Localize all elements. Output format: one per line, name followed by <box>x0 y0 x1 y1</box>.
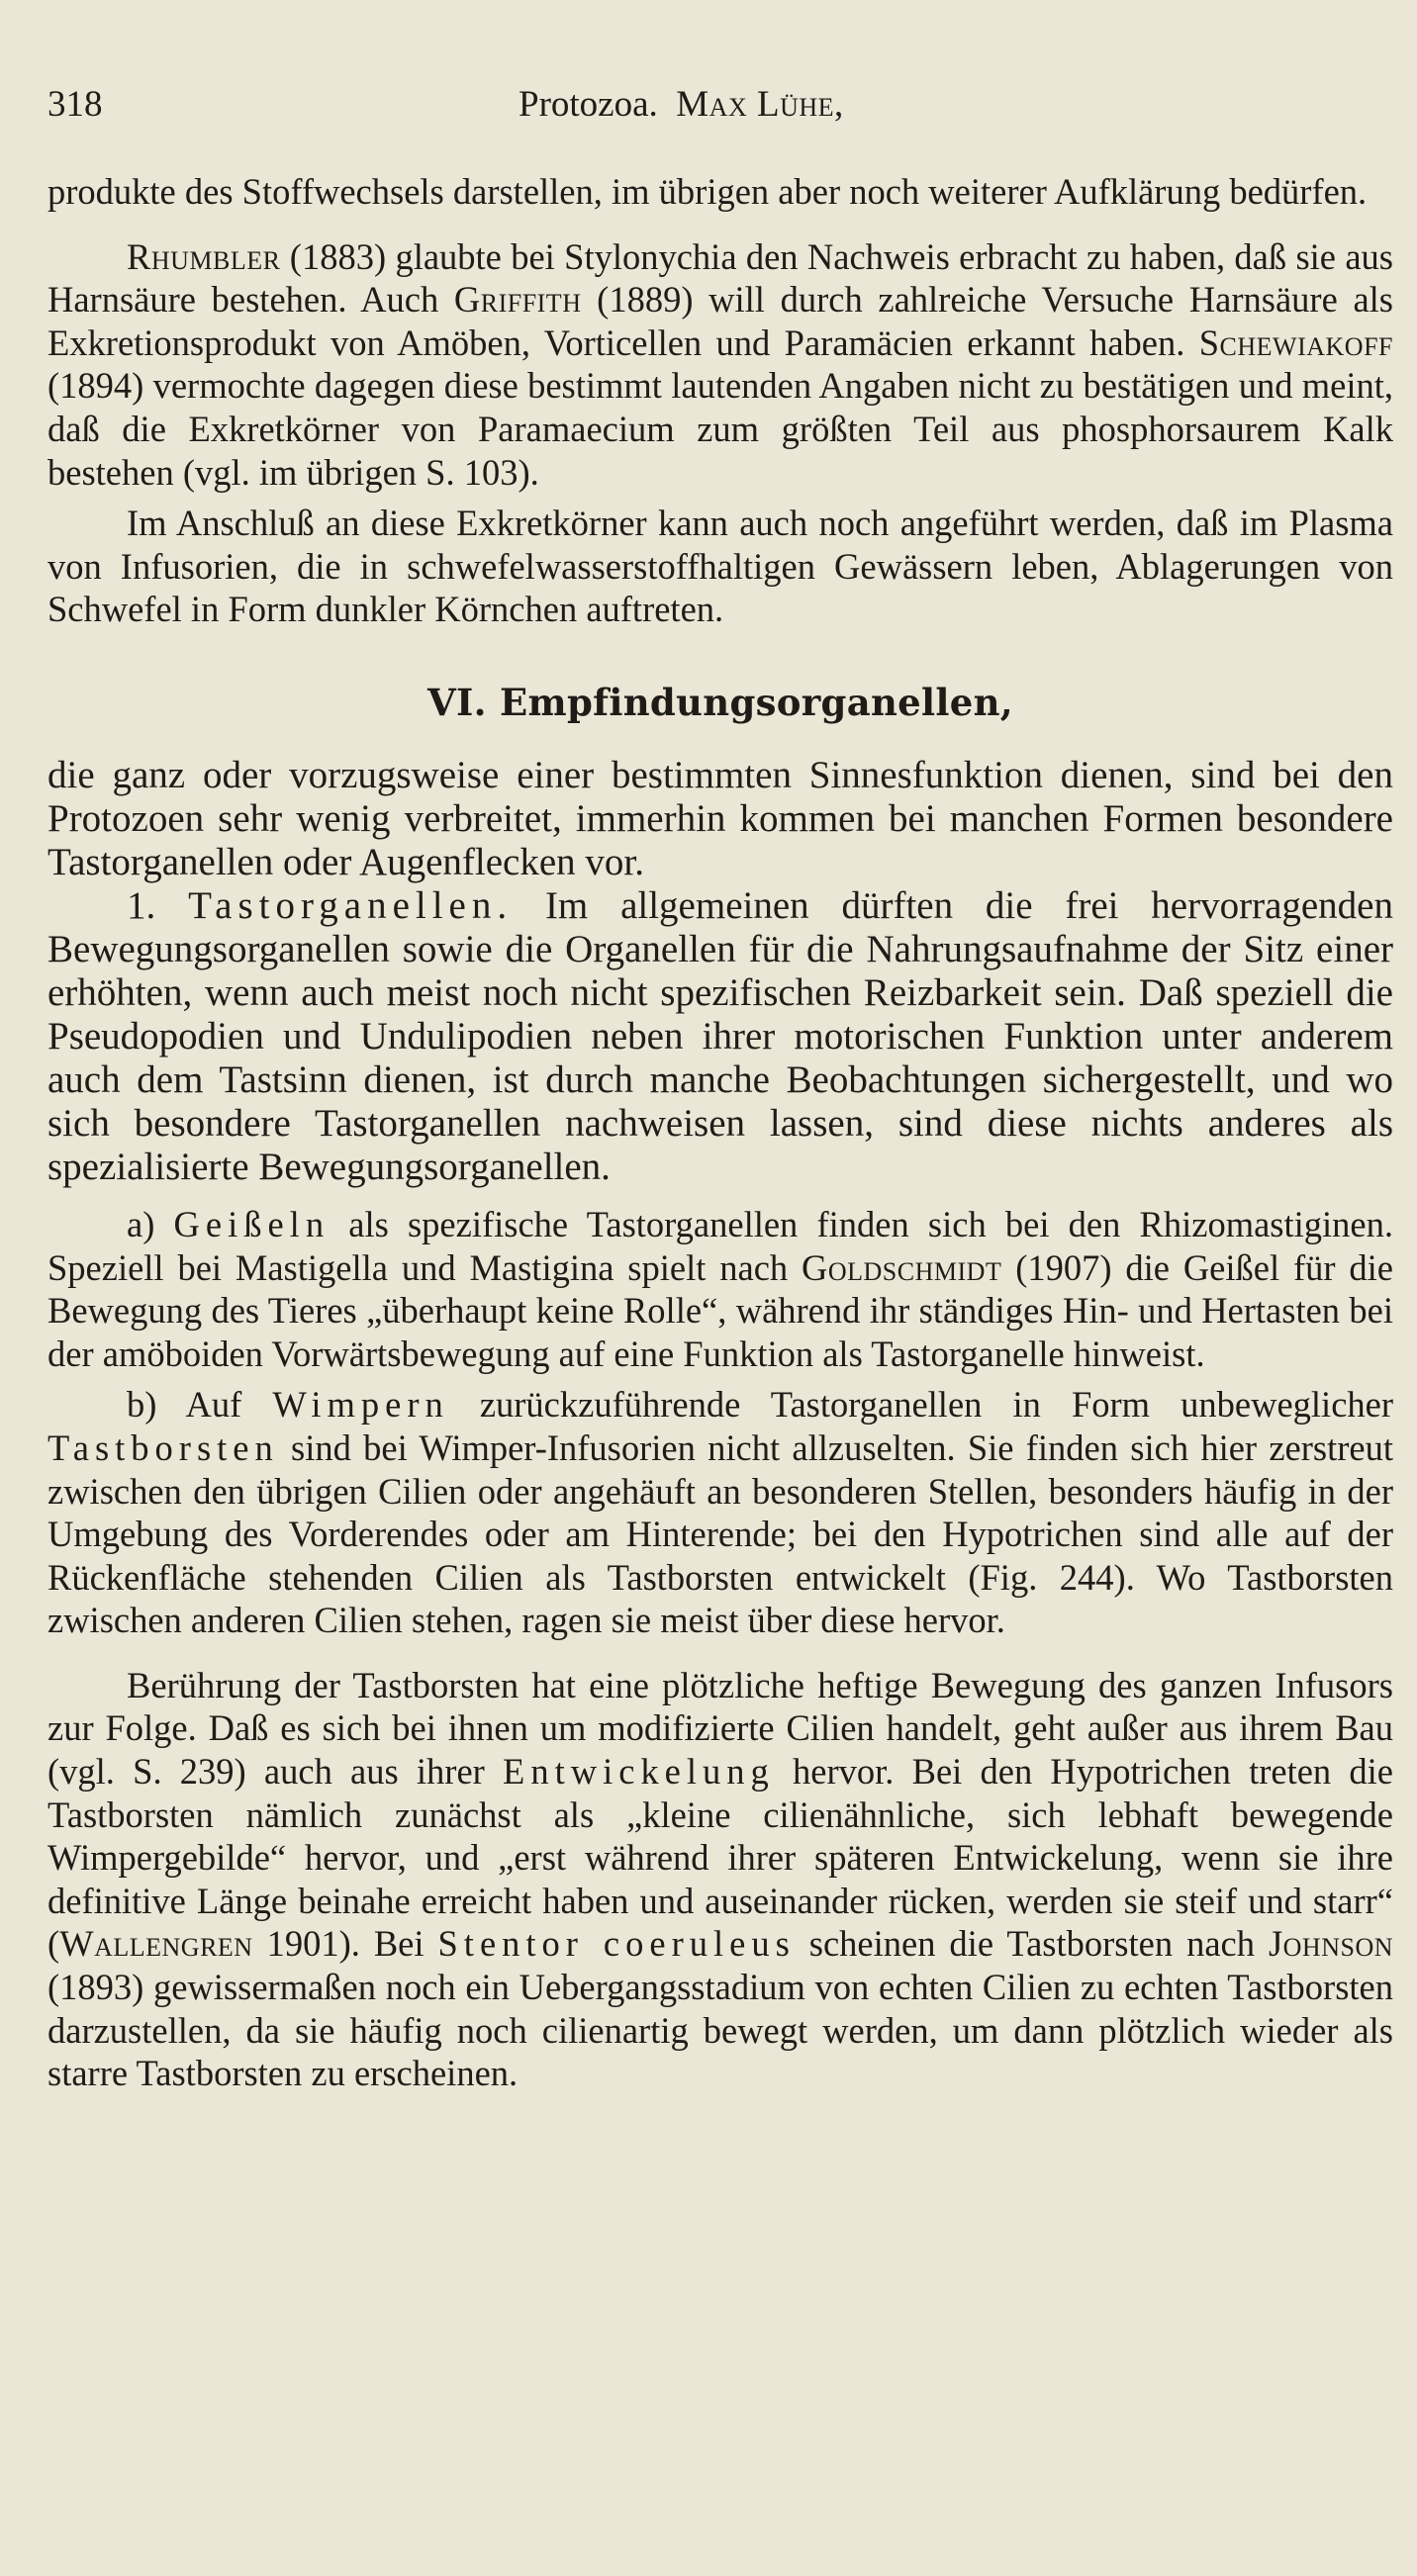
running-header <box>47 83 1370 133</box>
paragraph-6 <box>47 1203 1393 1375</box>
paragraph-8 <box>47 1664 1393 2095</box>
header-author: Max Lühe, <box>676 84 844 125</box>
text-run: (1883) glaubte bei Stylonychia den Nachweis erbracht zu haben, daß sie aus Harnsäure bestehen. Auch <box>47 235 1393 321</box>
author-name: Schewiakoff <box>1198 322 1393 363</box>
author-name: Griffith <box>453 279 582 321</box>
text-run: scheinen die Tastborsten nach <box>795 1923 1269 1965</box>
paragraph-2 <box>47 235 1393 495</box>
header-title-left: Protozoa. <box>519 84 658 125</box>
text-run: Im allgemeinen dürften die frei hervorragenden Bewegungsorganellen sowie die Organellen für die Nahrungsaufnahme der Sitz einer erhöhten, wenn auch meist noch nicht spezifischen Reizbarkeit sein. Daß speziell die Pseudopodien und Undulipodien neben ihrer motorischen Funktion unter anderem auch dem Tastsinn dienen, ist durch manche Beobachtungen sichergestellt, und wo sich besondere Tastorganellen nachweisen lassen, sind diese nichts anderes als spezialisierte Bewegungsorganellen. <box>47 883 1393 1188</box>
text-run: zurückzuführende Tastorganellen in Form unbeweglicher <box>448 1384 1394 1426</box>
text-run: (1894) vermochte dagegen diese bestimmt lautenden Angaben nicht zu bestätigen und meint, daß die Exkretkörner von Paramaecium zum größten Teil aus phosphorsaurem Kalk bestehen (vgl. im übrigen S. 103). <box>47 365 1393 493</box>
paragraph-7 <box>47 1383 1393 1642</box>
section-heading: VI. Empfindungsorganellen, <box>427 680 1013 724</box>
paragraph-4: die ganz oder vorzugsweise einer bestimmten Sinnesfunktion dienen, sind bei den Protozoen sehr wenig verbreitet, immerhin kommen bei manchen Formen besondere Tastorganellen oder Augenflecken vor. <box>47 753 1393 883</box>
author-name: Wallengren <box>59 1923 253 1965</box>
spaced-term: Geißeln <box>173 1203 331 1244</box>
paragraph-5 <box>47 884 1393 1189</box>
paragraph-3: Im Anschluß an diese Exkretkörner kann auch noch angeführt werden, daß im Plasma von Infusorien, die in schwefelwasserstoffhaltigen Gewässern leben, Ablagerungen von Schwefel in Form dunkler Körnchen auftreten. <box>47 503 1393 630</box>
spaced-term: Wimpern <box>272 1384 449 1426</box>
paragraph-1: produkte des Stoffwechsels darstellen, im übrigen aber noch weiterer Aufklärung bedürfen. <box>47 171 1368 212</box>
list-label: b) Auf <box>127 1384 273 1426</box>
page-number: 318 <box>47 84 103 125</box>
text-run: sind bei Wimper-Infusorien nicht allzuselten. Sie finden sich hier zerstreut zwischen den übrigen Cilien oder angehäuft an besonderen Stellen, besonders häufig in der Umgebung des Vorderendes oder am Hinterende; bei den Hypotrichen sind alle auf der Rückenfläche stehenden Cilien als Tastborsten entwickelt (Fig. 244). Wo Tastborsten zwischen anderen Cilien stehen, ragen sie meist über diese hervor. <box>47 1426 1393 1641</box>
author-name: Goldschmidt <box>802 1246 1002 1288</box>
text-run: Berührung der Tastborsten hat eine plötzliche heftige Bewegung des ganzen Infusors zur Folge. Daß es sich bei ihnen um modifizierte Cilien handelt, geht außer aus ihrem Bau (vgl. S. 239) auch aus ihrer <box>47 1664 1393 1793</box>
list-number: 1. <box>127 883 189 927</box>
body-text <box>47 170 1393 2095</box>
text-run: hervor. Bei den Hypotrichen treten die Tastborsten nämlich zunächst als „kleine cilienähnliche, sich lebhaft bewegende Wimpergebilde“ hervor, und „erst während ihrer späteren Entwickelung, wenn sie ihre definitive Länge beinahe erreicht haben und auseinander rücken, werden sie steif und starr“ ( <box>47 1751 1393 1965</box>
list-label: a) <box>127 1203 174 1244</box>
text-run: (1907) die Geißel für die Bewegung des Tieres „überhaupt keine Rolle“, während ihr ständiges Hin- und Hertasten bei der amöboiden Vorwärtsbewegung auf eine Funktion als Tastorganelle hinweist. <box>47 1246 1394 1374</box>
author-name: Rhumbler <box>127 235 281 277</box>
text-run: als spezifische Tastorganellen finden sich bei den Rhizomastiginen. Speziell bei Mastigella und Mastigina spielt nach <box>47 1203 1393 1288</box>
author-name: Johnson <box>1268 1923 1393 1965</box>
spaced-term: Tastborsten <box>47 1426 279 1468</box>
text-run: (1893) gewissermaßen noch ein Uebergangsstadium von echten Cilien zu echten Tastborsten darzustellen, da sie häufig noch cilienartig bewegt werden, um dann plötzlich wieder als starre Tastborsten zu erscheinen. <box>47 1967 1393 2094</box>
spaced-term: Stentor coeruleus <box>437 1923 796 1965</box>
spaced-term: Tastorganellen. <box>188 883 514 927</box>
text-run: 1901). Bei <box>252 1923 438 1965</box>
text-run: (1889) will durch zahlreiche Versuche Harnsäure als Exkretionsprodukt von Amöben, Vorticellen und Paramäcien erkannt haben. <box>47 279 1393 363</box>
spaced-term: Entwickelung <box>503 1751 775 1793</box>
header-title <box>519 83 844 126</box>
